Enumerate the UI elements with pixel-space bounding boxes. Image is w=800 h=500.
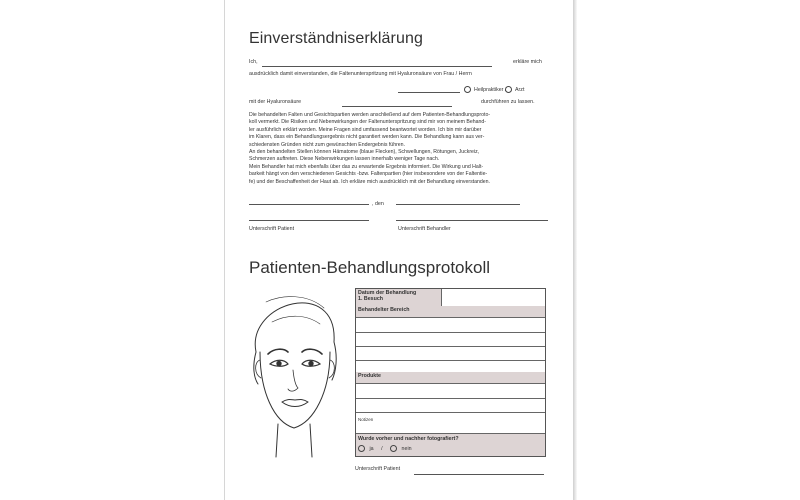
ja-label: ja (369, 446, 374, 452)
place-line[interactable] (249, 204, 369, 205)
datum-input-cell[interactable] (442, 289, 545, 306)
foto-question: Wurde vorher und nachher fotografiert? (358, 436, 459, 442)
datum-row (356, 289, 545, 307)
nein-label: nein (401, 446, 412, 452)
datum-label: Datum der Behandlung (358, 290, 417, 296)
signature-behandler-label: Unterschrift Behandler (398, 226, 451, 232)
option-arzt-label: Arzt (515, 86, 525, 93)
behandler-signature-line[interactable] (396, 220, 548, 221)
bereich-header: Behandelter Bereich (356, 306, 545, 318)
option-arzt[interactable] (505, 86, 524, 94)
produkte-header: Produkte (356, 372, 545, 384)
notizen-cell[interactable] (356, 412, 545, 434)
slash-separator: / (381, 446, 383, 452)
radio-arzt[interactable] (505, 86, 512, 93)
bereich-line-1[interactable] (356, 318, 545, 333)
produkte-line-1[interactable] (356, 384, 545, 399)
radio-ja[interactable] (358, 445, 365, 452)
hyaluron-line[interactable] (342, 106, 452, 107)
date-line[interactable] (396, 204, 520, 205)
face-outline-icon (238, 282, 350, 460)
consent-title: Einverständniserklärung (249, 30, 423, 47)
foto-cell (356, 434, 545, 456)
notizen-label: Notizen (358, 417, 374, 422)
produkte-line-2[interactable] (356, 398, 545, 413)
consent-line1-prefix: Ich, (249, 59, 258, 65)
name-line[interactable] (262, 66, 492, 67)
patient-signature-line[interactable] (249, 220, 369, 221)
option-heilpraktiker[interactable] (464, 86, 506, 94)
practitioner-name-line[interactable] (398, 92, 460, 93)
bereich-line-2[interactable] (356, 332, 545, 347)
datum-label-cell (356, 289, 442, 306)
consent-paragraph: Die behandelten Falten und Gesichtspartien werden anschließend auf dem Patienten-Behandlungsproto- koll vermerkt. Die Risiken und Nebenwirkungen der Faltenunterspritzung sind mir von meinem Behand- ler ausführlich erklärt worden. Meine Fragen sind umfassend beantwortet worden. Ich bin mir darüber im Klaren, dass ein Behandlungsergebnis nicht garantiert werden kann. Die Behandlung kann aus ver- schiedensten Gründen nicht zum gewünschten Endergebnis führen. An den behandelten Stellen können Hämatome (blaue Flecken), Schwellungen, Rötungen, Juckreiz, Schmerzen auftreten. Diese Nebenwirkungen lassen innerhalb weniger Tage nach. Mein Behandler hat mich ebenfalls über das zu erwartende Ergebnis informiert. Die Wirkung und Halt- barkeit hängt von den verschiedenen Gesichts -bzw. Faltenpartien (hier insbesondere von der Faltentie- fe) und der Beschaffenheit der Haut ab. Ich erkläre mich ausdrücklich mit der Behandlung einverstanden. (249, 112, 491, 185)
option-heilpraktiker-label: Heilpraktiker / (474, 86, 507, 93)
consent-line4-suffix: durchführen zu lassen. (481, 99, 535, 105)
radio-nein[interactable] (390, 445, 397, 452)
signature-patient-label: Unterschrift Patient (249, 226, 295, 232)
date-separator: , den (372, 201, 384, 207)
protocol-title: Patienten-Behandlungsprotokoll (249, 258, 491, 277)
protocol-signature-line[interactable] (414, 474, 544, 475)
consent-line4-prefix: mit der Hyaluronsäure (249, 99, 302, 105)
protocol-table (355, 288, 546, 457)
consent-line1-suffix: erkläre mich (513, 59, 542, 65)
page-shadow (573, 0, 577, 500)
protocol-signature-label: Unterschrift Patient (355, 466, 401, 472)
bereich-line-3[interactable] (356, 346, 545, 361)
radio-heilpraktiker[interactable] (464, 86, 471, 93)
besuch-label: 1. Besuch (358, 296, 384, 302)
consent-line2: ausdrücklich damit einverstanden, die Faltenunterspritzung mit Hyaluronsäure von Frau / Herrn (249, 71, 472, 77)
